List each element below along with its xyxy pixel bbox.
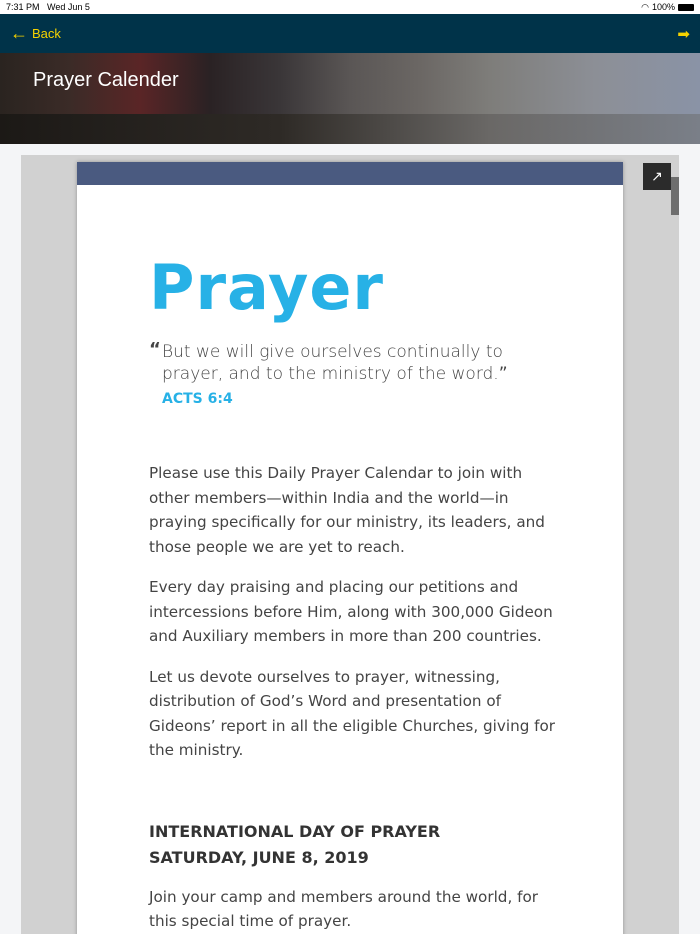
quote-text: But we will give ourselves continually to prayer, and to the ministry of the word. bbox=[162, 342, 503, 384]
paragraph: Every day praising and placing our petitions and intercessions before Him, along with 300,000 Gideon and Auxiliary members in more than 200 countries. bbox=[149, 578, 553, 645]
heading-line: INTERNATIONAL DAY OF PRAYER bbox=[149, 821, 441, 841]
quote-open: “ bbox=[149, 339, 161, 360]
battery-icon bbox=[678, 4, 694, 11]
heading-date: SATURDAY, JUNE 8, 2019 bbox=[149, 847, 369, 867]
open-external-button[interactable] bbox=[643, 163, 671, 190]
back-button[interactable] bbox=[10, 23, 61, 44]
scripture-reference: ACTS 6:4 bbox=[162, 391, 233, 407]
arrow-left-icon: ← bbox=[10, 23, 28, 43]
pdf-page bbox=[77, 162, 623, 934]
quote-close: ” bbox=[498, 364, 508, 384]
back-label: Back bbox=[32, 26, 61, 41]
wifi-icon: ◠ bbox=[641, 1, 649, 12]
bookshelf-image bbox=[0, 114, 700, 144]
header-banner bbox=[0, 53, 700, 144]
paragraph: Let us devote ourselves to prayer, witnessing, distribution of God’s Word and presentation of Gideons’ report in all the eligible Churches, giving for the ministry. bbox=[149, 667, 556, 759]
paragraph: Join your camp and members around the world, for this special time of prayer. bbox=[149, 887, 538, 930]
section-heading bbox=[149, 819, 563, 871]
sign-out-icon[interactable]: ➡ bbox=[677, 25, 690, 43]
document-title: Prayer bbox=[149, 251, 384, 324]
battery-percent: 100% bbox=[651, 2, 675, 12]
status-time: 7:31 PM bbox=[6, 2, 40, 12]
status-bar bbox=[0, 0, 700, 14]
nav-bar bbox=[0, 14, 700, 53]
pdf-viewer[interactable] bbox=[21, 155, 679, 934]
page-title: Prayer Calender bbox=[33, 69, 179, 91]
page-header-bar bbox=[77, 162, 623, 185]
paragraph: Please use this Daily Prayer Calendar to join with other members—within India and the world—in praying specifically for our ministry, its leaders, and those people we are yet to reach. bbox=[149, 464, 545, 556]
status-date: Wed Jun 5 bbox=[47, 2, 90, 12]
scrollbar-thumb[interactable] bbox=[671, 177, 679, 215]
scripture-quote bbox=[149, 341, 563, 385]
external-link-icon: ↗ bbox=[651, 168, 663, 184]
